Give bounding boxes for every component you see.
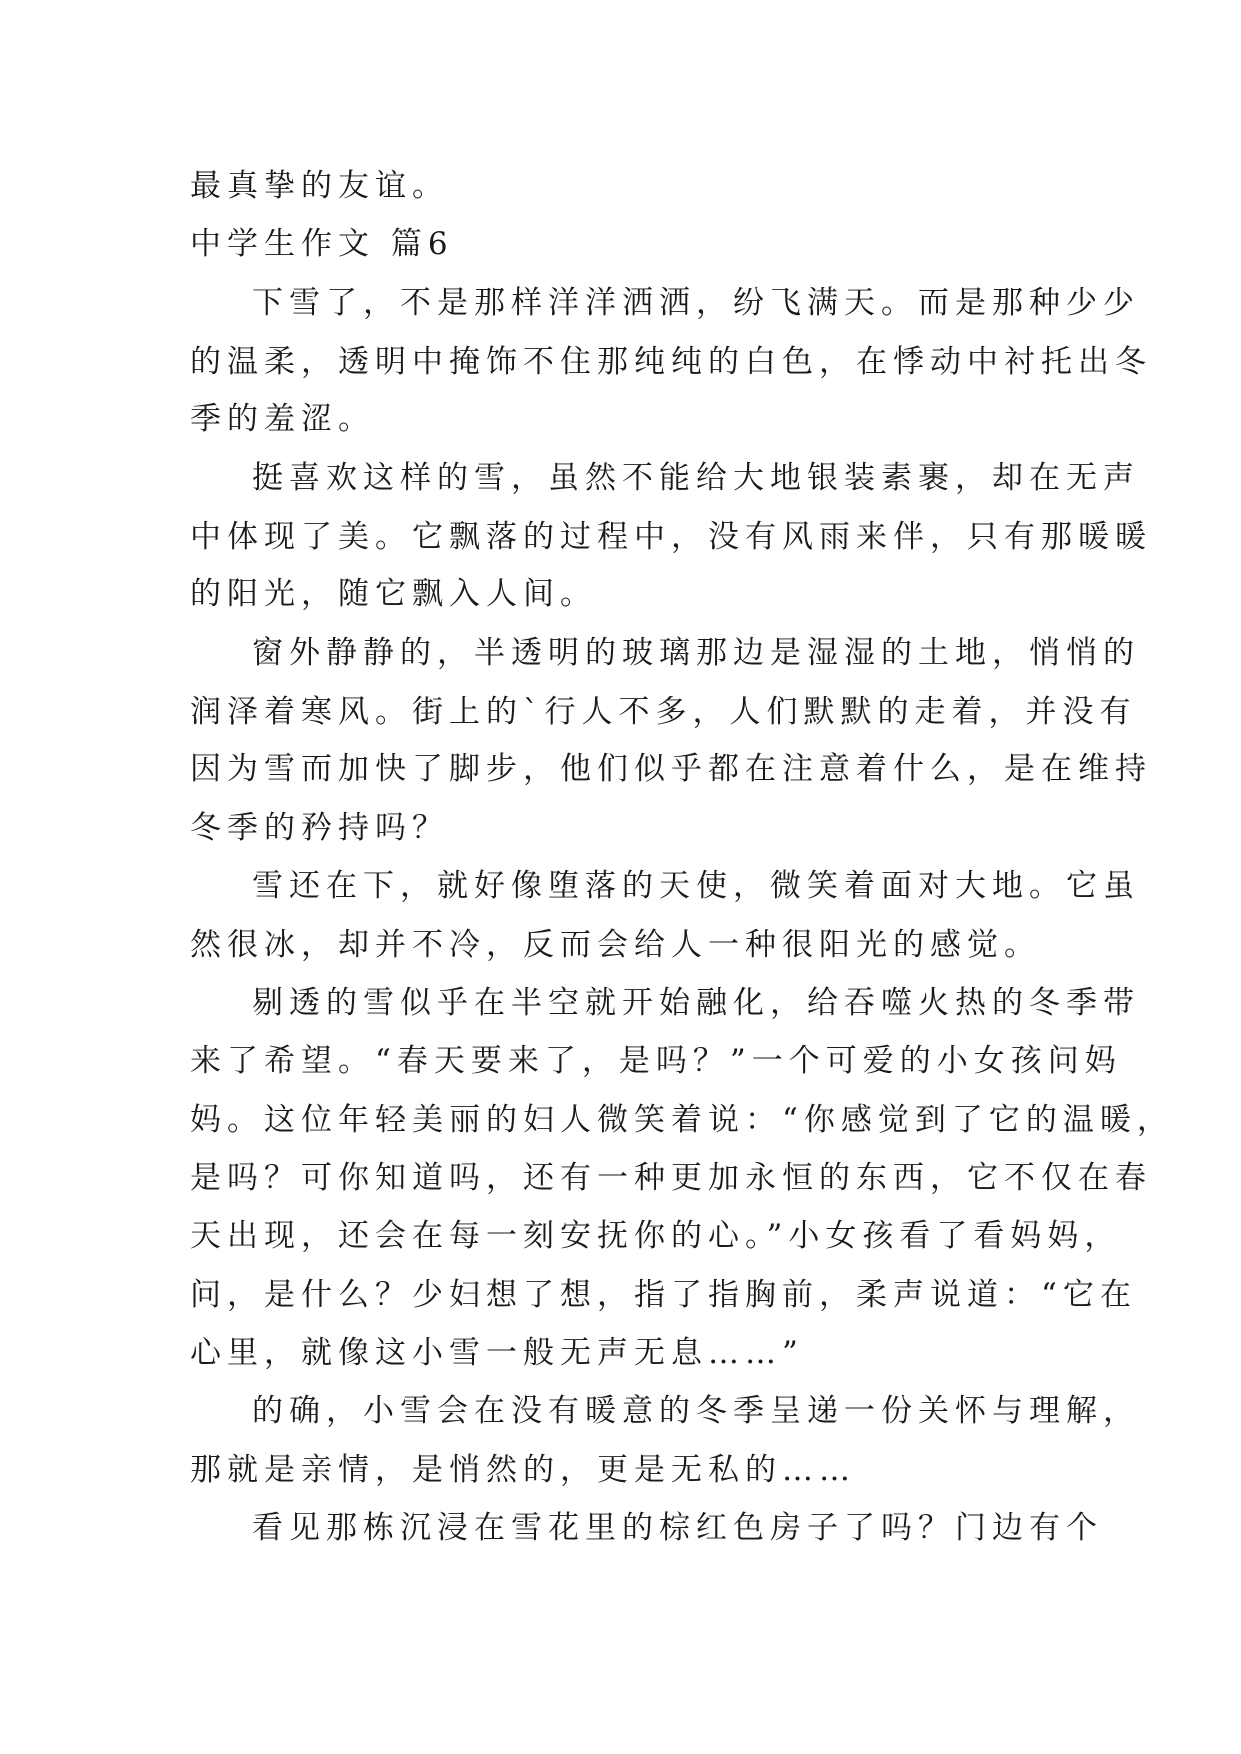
text-line: 剔透的雪似乎在半空就开始融化，给吞噬火热的冬季带 — [252, 985, 1140, 1021]
text-line: 的阳光，随它飘入人间。 — [190, 576, 597, 612]
text-line: 冬季的矜持吗？ — [190, 810, 449, 846]
text-line: 下雪了，不是那样洋洋洒洒，纷飞满天。而是那种少少 — [252, 285, 1140, 321]
text-line: 看见那栋沉浸在雪花里的棕红色房子了吗？门边有个 — [252, 1510, 1103, 1546]
text-line: 中体现了美。它飘落的过程中，没有风雨来伴，只有那暖暖 — [190, 519, 1152, 555]
text-line: 雪还在下，就好像堕落的天使，微笑着面对大地。它虽 — [252, 868, 1140, 904]
text-line: 润泽着寒风。街上的`行人不多，人们默默的走着，并没有 — [190, 694, 1137, 730]
section-heading: 中学生作文 篇6 — [190, 226, 454, 262]
text-line: 心里，就像这小雪一般无声无息……” — [190, 1335, 804, 1371]
text-line: 来了希望。“春天要来了，是吗？”一个可爱的小女孩问妈 — [190, 1043, 1122, 1079]
text-line: 那就是亲情，是悄然的，更是无私的…… — [190, 1452, 856, 1488]
text-line: 问，是什么？少妇想了想，指了指胸前，柔声说道：“它在 — [190, 1277, 1137, 1313]
text-line: 季的羞涩。 — [190, 401, 375, 437]
text-line: 窗外静静的，半透明的玻璃那边是湿湿的土地，悄悄的 — [252, 635, 1140, 671]
text-line: 妈。这位年轻美丽的妇人微笑着说：“你感觉到了它的温暖， — [190, 1102, 1174, 1138]
text-line: 因为雪而加快了脚步，他们似乎都在注意着什么，是在维持 — [190, 751, 1152, 787]
text-line: 天出现，还会在每一刻安抚你的心。”小女孩看了看妈妈， — [190, 1218, 1122, 1254]
text-line: 的温柔，透明中掩饰不住那纯纯的白色，在悸动中衬托出冬 — [190, 344, 1152, 380]
text-line: 最真挚的友谊。 — [190, 168, 449, 204]
text-line: 挺喜欢这样的雪，虽然不能给大地银装素裹，却在无声 — [252, 460, 1140, 496]
text-line: 然很冰，却并不冷，反而会给人一种很阳光的感觉。 — [190, 927, 1041, 963]
text-line: 的确，小雪会在没有暖意的冬季呈递一份关怀与理解， — [252, 1393, 1140, 1429]
text-line: 是吗？可你知道吗，还有一种更加永恒的东西，它不仅在春 — [190, 1160, 1152, 1196]
